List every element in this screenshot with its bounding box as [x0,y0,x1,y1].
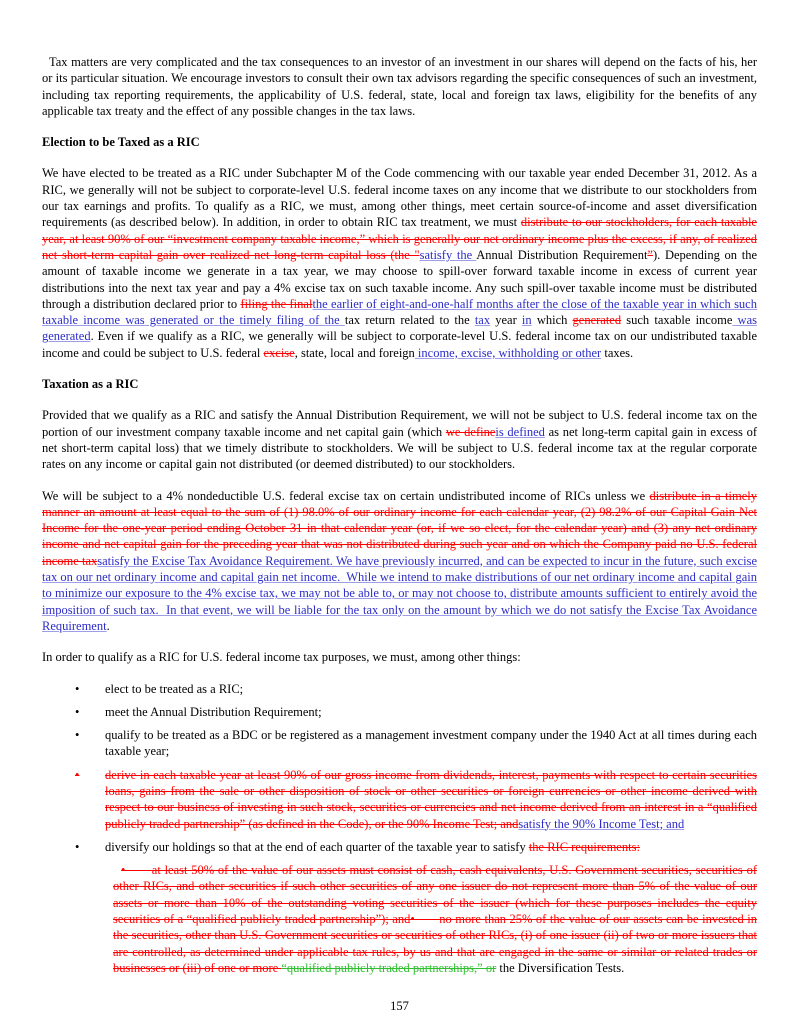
text-run: meet the Annual Distribution Requirement; [105,704,322,719]
text-run: Election to be Taxed as a RIC [42,135,200,150]
inserted-text-run: the earlier of eight-and-one-half months after the close of the taxable year in which such taxable income was generated or the timely filing of the [42,296,757,328]
deleted-text-run: ” [647,247,653,262]
text-run: which [531,313,573,328]
text-run: Annual Distribution Requirement [476,247,648,262]
text-run: Provided that we qualify as a RIC and satisfy the Annual Distribution Requirement, we will not be subject to U.S. federal income tax on the portion of our investment company taxable income and net capital gain (which [42,408,757,439]
list-item [42,727,757,760]
text-run: In order to qualify as a RIC for U.S. federal income tax purposes, we must, among other things: [42,650,521,665]
bullet-icon: • [121,863,152,878]
text-run: tax return related to the [344,313,475,328]
text-run: taxes. [601,345,634,360]
text-run: the Diversification Tests. [496,960,625,975]
inserted-text-run: satisfy the [419,247,477,262]
section-heading [42,376,757,392]
section-heading [42,134,757,150]
deleted-text-run: derive in each taxable year at least 90% of our gross income from dividends, interest, payments with respect to certain securities loans, gains from the sale or other disposition of stock or other securities or foreign currencies or other income derived with respect to our business of investing in such stock, securities or currencies and net income derived from an interest in a “qualified publicly traded partnership” (as defined in the Code), or the 90% Income Test; and [105,767,757,831]
list-item [42,704,757,720]
inserted-text-run: is defined [495,424,545,439]
list-item [42,681,757,697]
text-run: elect to be treated as a RIC; [105,681,244,696]
inserted-text-run: tax [474,313,491,328]
page-number: 157 [390,999,409,1014]
paragraph [42,407,757,472]
text-run: We have elected to be treated as a RIC under Subchapter M of the Code commencing with our taxable year ended December 31, 2012. As a RIC, we generally will not be subject to corporate-level U.S. federal income taxes on any income that we distribute to our stockholders from our tax earnings and profits. To qualify as a RIC, we must, among other things, meet certain source-of-income and asset diversification requirements (as described below). In addition, in order to obtain RIC tax treatment, we must [42,166,757,230]
deleted-text-run: filing the final [240,296,313,311]
deleted-text-run: distribute in a timely manner an amount at least equal to the sum of (1) 98.0% of our ordinary income for each calendar year, (2) 98.2% of our Capital Gain Net Income for the one-year period ending October 31 in that calendar year (or, if we so elect, for the calendar year) and (3) any net ordinary income and net capital gain for the preceding year that was not distributed during such year and on which the Company paid no U.S. federal income tax [42,488,757,568]
list-item [42,839,757,855]
text-run: qualify to be treated as a BDC or be registered as a management investment company under the 1940 Act at all times during each taxable year; [105,728,757,759]
text-run: such taxable income [621,313,733,328]
inserted-text-run: satisfy the 90% Income Test; and [518,816,685,831]
inserted-text-run: satisfy the Excise Tax Avoidance Requirement. We have previously incurred, and can be expected to incur in the future, such excise tax on our net ordinary income and capital gain net income. While we intend to make distributions of our net ordinary income and capital gain to minimize our exposure to the 4% excise tax, we may not be able to, or may not choose to, distribute amounts sufficient to entirely avoid the imposition of such tax. In that event, we will be liable for the tax only on the amount by which we do not satisfy the Excise Tax Avoidance Requirement [42,553,757,633]
deleted-text-run: we define [445,424,496,439]
text-run: , state, local and foreign [294,345,415,360]
inserted-text-run: in [521,313,532,328]
inserted-text-run: income, excise, withholding or other [414,345,602,360]
text-run: diversify our holdings so that at the end of each quarter of the taxable year to satisfy [105,839,529,854]
text-run: Taxation as a RIC [42,377,139,392]
deleted-text-run: at least 50% of the value of our assets must consist of cash, cash equivalents, U.S. Government securities, securities of other RICs, and other securities if such other securities of any one issuer do not represent more than 5% of the value of our assets or more than 10% of the outstanding voting securities of the issuer (which for these purposes includes the equity securities of a “qualified publicly traded partnership”); and• no more than 25% of the value of our assets can be invested in the securities, other than U.S. Government securities or securities of other RICs, (i) of one issuer (ii) of two or more issuers that are controlled, as determined under applicable tax rules, by us and that are engaged in the same or similar or related trades or businesses or (iii) of one or more [113,863,757,975]
text-run: We will be subject to a 4% nondeductible U.S. federal excise tax on certain undistributed income of RICs unless we [42,488,650,503]
paragraph [42,488,757,635]
deleted-text-run: generated [572,313,622,328]
text-run: year [490,313,522,328]
bullet-icon: • [75,704,80,719]
text-run: . Even if we qualify as a RIC, we generally will be subject to corporate-level U.S. federal income tax on our undistributed taxable income and could be subject to U.S. federal [42,329,757,360]
paragraph [42,54,757,119]
text-run: Tax matters are very complicated and the tax consequences to an investor of an investment in our shares will depend on the facts of his, her or its particular situation. We encourage investors to consult their own tax advisors regarding the specific consequences of such an investment, including tax reporting requirements, the applicability of U.S. federal, state, local and foreign tax laws, eligibility for the benefits of any applicable tax treaty and the effect of any possible changes in the tax laws. [42,55,757,118]
paragraph [42,649,757,665]
deleted-text-run: excise [263,345,295,360]
bullet-icon: • [75,681,80,696]
inserted-text-run: was generated [42,313,757,344]
deleted-text-run: distribute to our stockholders, for each taxable year, at least 90% of our “investment company taxable income,” which is generally our net ordinary income plus the excess, if any, of realized net short-term capital gain over realized net long-term capital loss (the " [42,215,757,262]
bullet-icon: • [75,839,80,854]
deleted-text-run: the RIC requirements: [528,839,640,854]
bullet-icon: • [75,728,80,743]
deleted-alt-text-run: “qualified publicly traded partnerships,” or [281,960,497,975]
text-run: as net long-term capital gain in excess of net short-term capital loss) that we timely distribute to stockholders. We will be subject to U.S. federal income tax at the regular corporate rates on any income or capital gain not distributed (or deemed distributed) to our stockholders. [42,424,757,472]
bullet-icon: • [75,767,80,782]
paragraph [42,165,757,361]
text-run: . [106,618,110,633]
list-item [113,862,757,976]
text-run: ). Depending on the amount of taxable income we generate in a tax year, we may choose to spill-over forward taxable income in excess of current year distributions into the next tax year and pay a 4% excise tax on such taxable income. Any such spill-over taxable income must be distributed through a distribution declared prior to [42,247,758,311]
list-item [42,767,757,832]
